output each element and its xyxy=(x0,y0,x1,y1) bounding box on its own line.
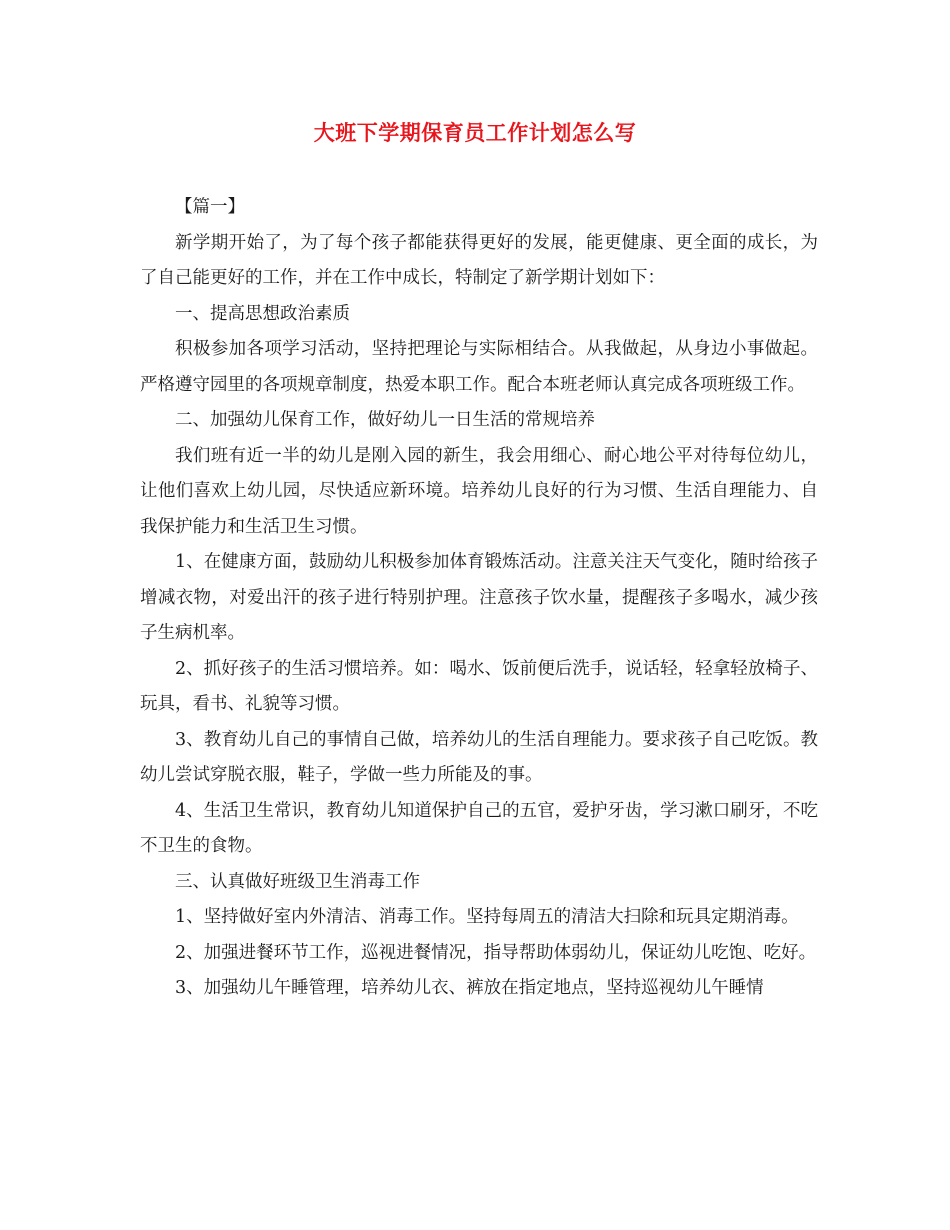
body-paragraph: 积极参加各项学习活动，坚持把理论与实际相结合。从我做起，从身边小事做起。严格遵守园里的各项规章制度，热爱本职工作。配合本班老师认真完成各项班级工作。 xyxy=(140,339,818,395)
document-title: 大班下学期保育员工作计划怎么写 xyxy=(313,120,637,145)
list-item: 2、加强进餐环节工作，巡视进餐情况，指导帮助体弱幼儿，保证幼儿吃饱、吃好。 xyxy=(175,942,817,963)
intro-paragraph: 新学期开始了，为了每个孩子都能获得更好的发展，能更健康、更全面的成长，为了自己能更好的工作，并在工作中成长，特制定了新学期计划如下： xyxy=(140,232,818,288)
section-heading-pian-yi: 【篇一】 xyxy=(175,197,245,217)
body-paragraph: 我们班有近一半的幼儿是刚入园的新生，我会用细心、耐心地公平对待每位幼儿，让他们喜欢上幼儿园，尽快适应新环境。培养幼儿良好的行为习惯、生活自理能力、自我保护能力和生活卫生习惯。 xyxy=(140,445,818,537)
section-heading-2: 二、加强幼儿保育工作，做好幼儿一日生活的常规培养 xyxy=(175,410,595,430)
list-item: 3、教育幼儿自己的事情自己做，培养幼儿的生活自理能力。要求孩子自己吃饭。教幼儿尝试穿脱衣服，鞋子，学做一些力所能及的事。 xyxy=(140,729,818,785)
list-item: 1、坚持做好室内外清洁、消毒工作。坚持每周五的清洁大扫除和玩具定期消毒。 xyxy=(175,907,799,927)
section-heading-1: 一、提高思想政治素质 xyxy=(175,303,350,324)
list-item: 1、在健康方面，鼓励幼儿积极参加体育锻炼活动。注意关注天气变化，随时给孩子增减衣物，对爱出汗的孩子进行特别护理。注意孩子饮水量，提醒孩子多喝水，减少孩子生病机率。 xyxy=(140,552,818,643)
list-item: 3、加强幼儿午睡管理，培养幼儿衣、裤放在指定地点，坚持巡视幼儿午睡情 xyxy=(175,978,764,998)
document-body xyxy=(140,190,818,1007)
list-item: 4、生活卫生常识，教育幼儿知道保护自己的五官，爱护牙齿，学习漱口刷牙，不吃不卫生的食物。 xyxy=(140,800,818,856)
list-item: 2、抓好孩子的生活习惯培养。如：喝水、饭前便后洗手，说话轻，轻拿轻放椅子、玩具，看书、礼貌等习惯。 xyxy=(140,658,818,714)
section-heading-3: 三、认真做好班级卫生消毒工作 xyxy=(175,871,420,892)
